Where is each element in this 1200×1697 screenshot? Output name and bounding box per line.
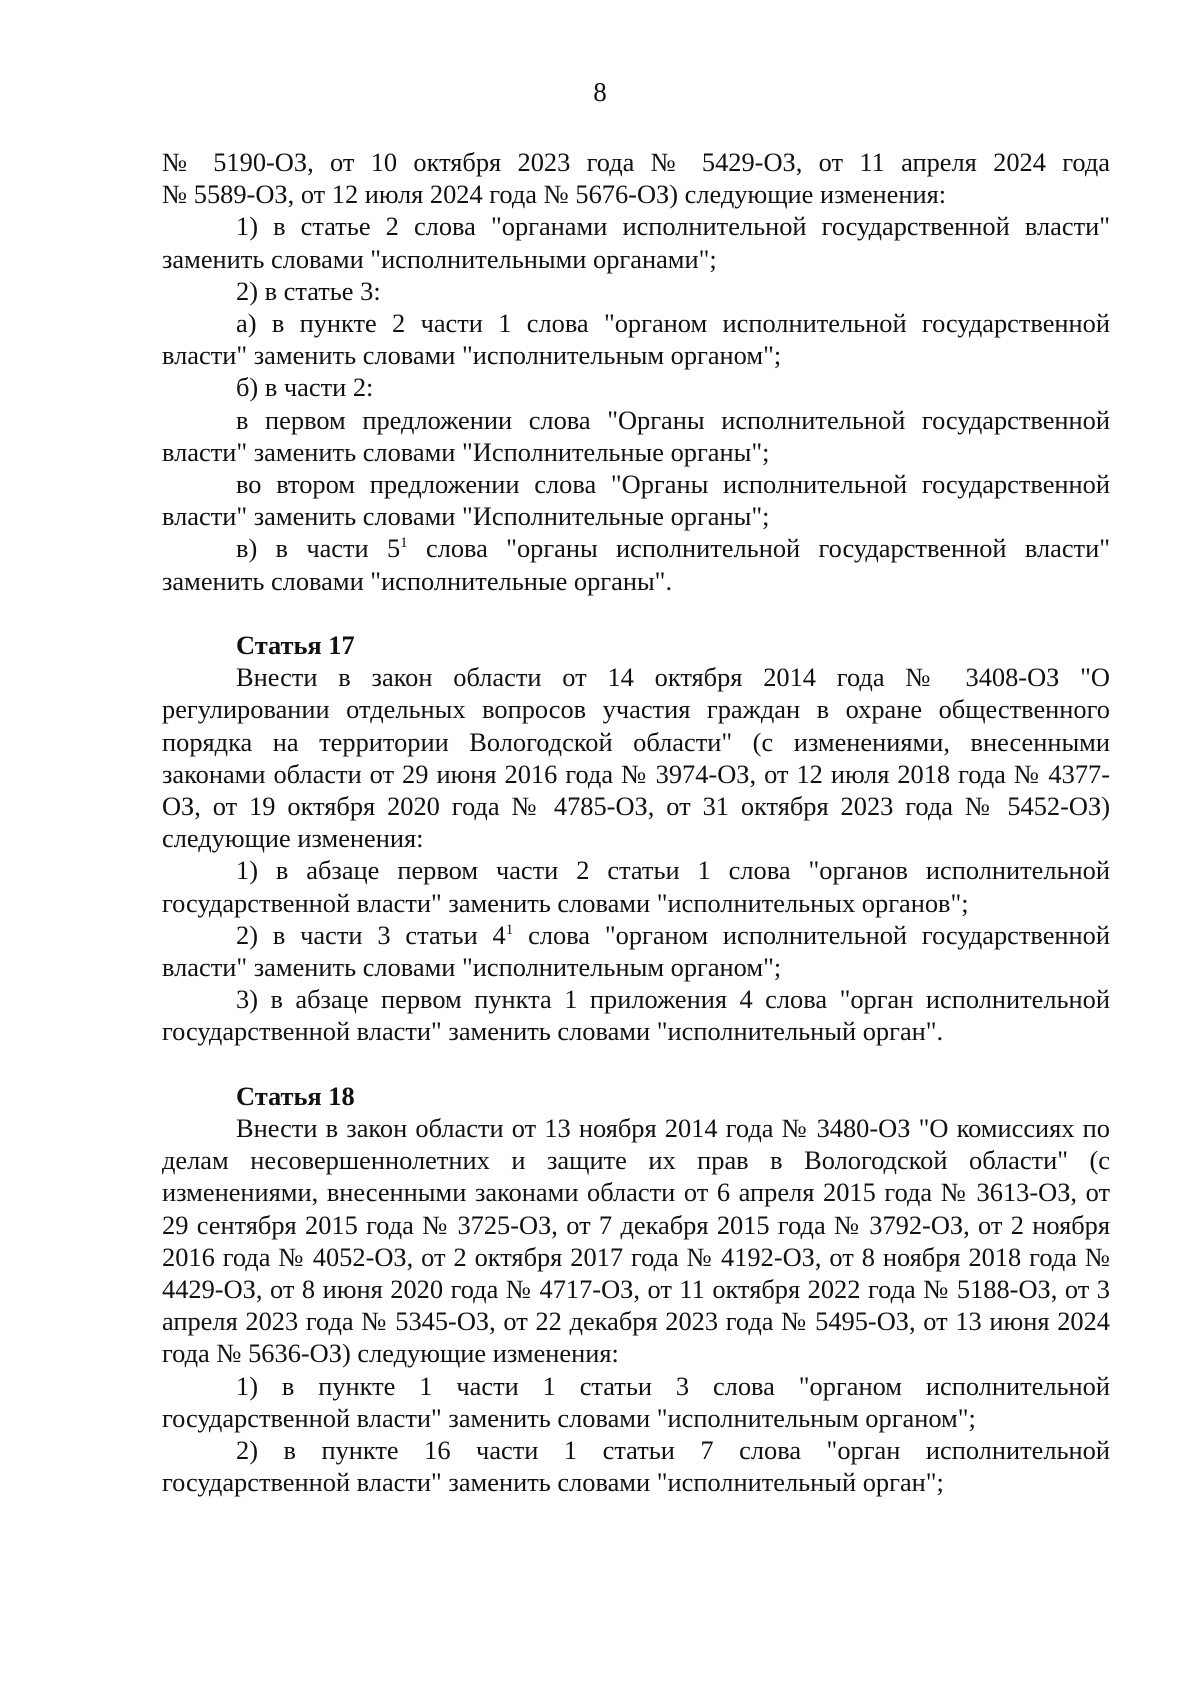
article-17-item-2-text-before: 2) в части 3 статьи 4 xyxy=(236,919,506,950)
intro-line-2: № 5589-ОЗ, от 12 июля 2024 года № 5676-ОЗ) следующие изменения: xyxy=(162,179,947,210)
article-17-preamble: Внести в закон области от 14 октября 2014 года № 3408-ОЗ "О регулировании отдельных вопросов участия граждан в охране общественного порядка на территории Вологодской области" (с изменениями, внесенными законами области от 29 июня 2016 года № 3974-ОЗ, от 12 июля 2018 года № 4377-ОЗ, от 19 октября 2020 года № 4785-ОЗ, от 31 октября 2023 года № 5452-ОЗ) следующие изменения: xyxy=(162,662,1110,854)
intro-item-2c-text-after: слова "органы исполнительной государственной власти" заменить словами "исполнительные органы". xyxy=(162,533,1110,596)
article-17-item-1: 1) в абзаце первом части 2 статьи 1 слова "органов исполнительной государственной власти" заменить словами "исполнительных органов"; xyxy=(162,855,1110,918)
document-body xyxy=(162,146,1110,1499)
article-17-heading: Статья 17 xyxy=(236,630,355,661)
page-number: 8 xyxy=(593,77,607,107)
section-spacer xyxy=(162,597,1110,629)
intro-item-2c-superscript: 1 xyxy=(400,535,408,552)
article-17-item-2-text-after: слова "органом исполнительной государственной власти" заменить словами "исполнительным органом"; xyxy=(162,919,1110,983)
intro-item-2b: б) в части 2: xyxy=(236,372,374,403)
article-17-item-2 xyxy=(162,919,1110,983)
article-18-item-2: 2) в пункте 16 части 1 статьи 7 слова "орган исполнительной государственной власти" заменить словами "исполнительный орган"; xyxy=(162,1435,1110,1498)
section-spacer xyxy=(162,1048,1110,1080)
intro-item-2b-1: в первом предложении слова "Органы исполнительной государственной власти" заменить словами "Исполнительные органы"; xyxy=(162,404,1110,467)
article-18-preamble: Внести в закон области от 13 ноября 2014 года № 3480-ОЗ "О комиссиях по делам несовершеннолетних и защите их прав в Вологодской области" (с изменениями, внесенными законами области от 6 апреля 2015 года № 3613-ОЗ, от 29 сентября 2015 года № 3725-ОЗ, от 7 декабря 2015 года № 3792-ОЗ, от 2 ноября 2016 года № 4052-ОЗ, от 2 октября 2017 года № 4192-ОЗ, от 8 ноября 2018 года № 4429-ОЗ, от 8 июня 2020 года № 4717-ОЗ, от 11 октября 2022 года № 5188-ОЗ, от 3 апреля 2023 года № 5345-ОЗ, от 22 декабря 2023 года № 5495-ОЗ, от 13 июня 2024 года № 5636-ОЗ) следующие изменения: xyxy=(162,1113,1110,1369)
intro-item-2c xyxy=(162,532,1110,596)
article-18-heading: Статья 18 xyxy=(236,1080,355,1111)
article-17-item-3: 3) в абзаце первом пункта 1 приложения 4 слова "орган исполнительной государственной власти" заменить словами "исполнительный орган". xyxy=(162,984,1110,1047)
article-17-item-2-superscript: 1 xyxy=(505,921,514,938)
article-18-item-1: 1) в пункте 1 части 1 статьи 3 слова "органом исполнительной государственной власти" заменить словами "исполнительным органом"; xyxy=(162,1370,1110,1433)
intro-item-2b-2: во втором предложении слова "Органы исполнительной государственной власти" заменить словами "Исполнительные органы"; xyxy=(162,469,1110,532)
intro-item-2c-text-before: в) в части 5 xyxy=(236,533,401,564)
intro-item-2a: а) в пункте 2 части 1 слова "органом исполнительной государственной власти" заменить словами "исполнительным органом"; xyxy=(162,308,1110,371)
intro-item-2: 2) в статье 3: xyxy=(236,275,381,306)
intro-item-1: 1) в статье 2 слова "органами исполнительной государственной власти" заменить словами "исполнительными органами"; xyxy=(162,211,1110,274)
intro-line-1: № 5190-ОЗ, от 10 октября 2023 года № 5429-ОЗ, от 11 апреля 2024 года xyxy=(162,147,1110,177)
